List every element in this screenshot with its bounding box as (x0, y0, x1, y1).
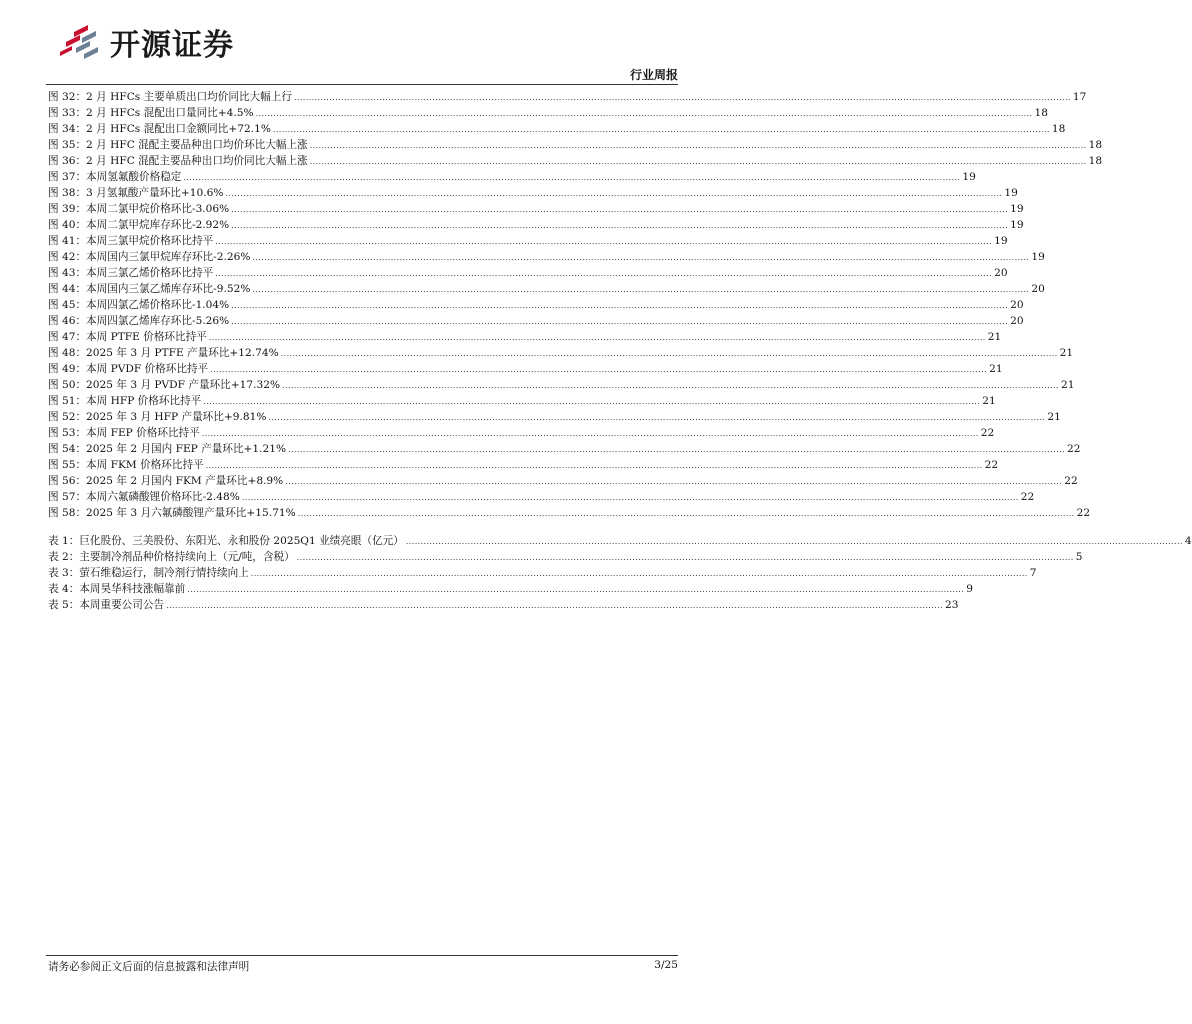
toc-entry-page: 17 (1072, 91, 1087, 103)
toc-entry-page: 22 (1020, 491, 1035, 503)
toc-entry[interactable] (48, 489, 1035, 505)
toc-entry-title: 本周二氯甲烷库存环比-2.92% (86, 219, 230, 231)
toc-entry-number: 图 50： (48, 379, 87, 391)
toc-entry[interactable] (48, 281, 1045, 297)
toc-leader-dots (231, 219, 1008, 231)
toc-entry[interactable] (48, 217, 1024, 233)
toc-entry-number: 图 49： (48, 363, 87, 375)
toc-leader-dots (215, 235, 992, 247)
toc-entry[interactable] (48, 441, 1081, 457)
toc-entry-title: 本周重要公司公告 (79, 599, 165, 611)
toc-entry[interactable] (48, 425, 995, 441)
toc-entry-page: 19 (1004, 187, 1018, 199)
toc-entry-number: 图 40： (48, 219, 87, 231)
toc-entry-title: 2 月 HFC 混配主要品种出口均价环比大幅上涨 (86, 139, 308, 151)
toc-entry[interactable] (48, 169, 976, 185)
toc-entry-page: 22 (984, 459, 999, 471)
toc-entry-page: 19 (1031, 251, 1045, 263)
toc-entry-number: 图 53： (48, 427, 87, 439)
toc-entry-page: 19 (1010, 203, 1024, 215)
toc-entry-title: 本周六氟磷酸锂价格环比-2.48% (86, 491, 240, 503)
toc-entry[interactable] (48, 297, 1024, 313)
toc-leader-dots (252, 251, 1029, 263)
toc-entry-page: 23 (945, 599, 959, 611)
toc-entry[interactable] (48, 265, 1008, 281)
toc-entry-number: 表 4： (48, 583, 80, 595)
toc-entry[interactable] (48, 533, 1192, 549)
toc-leader-dots (183, 171, 960, 183)
toc-entry-title: 本周 HFP 价格环比持平 (86, 395, 202, 407)
toc-leader-dots (281, 347, 1058, 359)
toc-entry-number: 表 2： (48, 551, 80, 563)
toc-entry[interactable] (48, 345, 1074, 361)
toc-entry-number: 图 32： (48, 91, 87, 103)
toc-entry-page: 21 (1061, 379, 1075, 391)
toc-entry-page: 20 (994, 267, 1008, 279)
toc-leader-dots (202, 427, 979, 439)
toc-entry-number: 图 54： (48, 443, 87, 455)
toc-entry[interactable] (48, 201, 1024, 217)
toc-entry-title: 2 月 HFCs 混配出口量同比+4.5% (86, 107, 254, 119)
toc-entry-number: 图 41： (48, 235, 87, 247)
toc-leader-dots (209, 331, 986, 343)
toc-entry-title: 本周 PTFE 价格环比持平 (86, 331, 207, 343)
toc-entry-title: 本周三氯甲烷价格环比持平 (86, 235, 214, 247)
toc-leader-dots (294, 91, 1071, 103)
toc-leader-dots (288, 443, 1065, 455)
toc-entry[interactable] (48, 89, 1087, 105)
brand-name: 开源证券 (110, 28, 234, 63)
toc-entry-number: 图 44： (48, 283, 87, 295)
toc-entry-number: 表 3： (48, 567, 80, 579)
header-divider (46, 84, 678, 85)
toc-leader-dots (297, 551, 1074, 563)
toc-leader-dots (256, 107, 1033, 119)
toc-entry-title: 2 月 HFCs 混配出口金额同比+72.1% (86, 123, 271, 135)
toc-entry[interactable] (48, 377, 1075, 393)
toc-leader-dots (273, 123, 1050, 135)
toc-entry-number: 图 51： (48, 395, 87, 407)
toc-entry-title: 本周四氯乙烯库存环比-5.26% (86, 315, 230, 327)
toc-entry-title: 3 月氢氟酸产量环比+10.6% (86, 187, 224, 199)
toc-leader-dots (231, 203, 1008, 215)
toc-entry[interactable] (48, 393, 996, 409)
toc-entry-page: 18 (1051, 123, 1066, 135)
toc-entry[interactable] (48, 105, 1048, 121)
toc-entry[interactable] (48, 473, 1078, 489)
toc-entry-page: 20 (1010, 315, 1024, 327)
footer-divider (46, 955, 678, 956)
toc-entry-page: 7 (1029, 567, 1037, 579)
toc-entry[interactable] (48, 565, 1037, 581)
toc-entry[interactable] (48, 597, 959, 613)
toc-entry[interactable] (48, 505, 1091, 521)
toc-entry[interactable] (48, 457, 999, 473)
toc-entry-number: 图 39： (48, 203, 87, 215)
toc-entry-number: 图 34： (48, 123, 87, 135)
toc-entry-page: 21 (1047, 411, 1061, 423)
report-type: 行业周报 (629, 68, 678, 82)
toc-entry-page: 4 (1184, 535, 1192, 547)
toc-entry-title: 本周 FEP 价格环比持平 (86, 427, 200, 439)
toc-entry[interactable] (48, 581, 973, 597)
toc-leader-dots (231, 315, 1008, 327)
toc-leader-dots (206, 459, 983, 471)
toc-entry-page: 5 (1075, 551, 1083, 563)
toc-leader-dots (310, 155, 1087, 167)
toc-entry-title: 本周三氯乙烯价格环比持平 (86, 267, 214, 279)
toc-entry[interactable] (48, 409, 1061, 425)
toc-entry[interactable] (48, 233, 1008, 249)
toc-leader-dots (252, 283, 1029, 295)
toc-entry-title: 本周二氯甲烷价格环比-3.06% (86, 203, 230, 215)
toc-leader-dots (225, 187, 1002, 199)
toc-entry-page: 21 (989, 363, 1003, 375)
toc-entry-page: 19 (962, 171, 976, 183)
toc-leader-dots (166, 599, 943, 611)
toc-leader-dots (231, 299, 1008, 311)
toc-entry-number: 图 48： (48, 347, 87, 359)
toc-entry-number: 表 1： (48, 535, 80, 547)
toc-entry-title: 主要制冷剂品种价格持续向上（元/吨，含税） (79, 551, 295, 563)
toc-entry[interactable] (48, 249, 1045, 265)
toc-entry[interactable] (48, 313, 1024, 329)
toc-entry-title: 2025 年 3 月 HFP 产量环比+9.81% (86, 411, 267, 423)
toc-entry-page: 18 (1088, 155, 1103, 167)
toc-entry-page: 21 (987, 331, 1002, 343)
toc-entry-number: 图 57： (48, 491, 87, 503)
toc-entry-title: 2 月 HFC 混配主要品种出口均价同比大幅上涨 (86, 155, 308, 167)
toc-entry-number: 图 52： (48, 411, 87, 423)
toc-entry-page: 22 (1064, 475, 1078, 487)
toc-entry-title: 本周四氯乙烯价格环比-1.04% (86, 299, 230, 311)
toc-entry-title: 2025 年 2 月国内 FKM 产量环比+8.9% (86, 475, 284, 487)
figure-list (48, 89, 1103, 521)
toc-leader-dots (210, 363, 987, 375)
toc-entry[interactable] (48, 137, 1103, 153)
toc-entry-number: 图 45： (48, 299, 87, 311)
toc-entry-title: 本周国内三氯乙烯库存环比-9.52% (86, 283, 251, 295)
toc-entry-number: 图 43： (48, 267, 87, 279)
toc-entry-page: 22 (1067, 443, 1081, 455)
toc-entry-number: 图 37： (48, 171, 87, 183)
company-logo (56, 20, 234, 64)
toc-entry-page: 22 (980, 427, 995, 439)
toc-leader-dots (242, 491, 1019, 503)
toc-entry-number: 表 5： (48, 599, 80, 611)
toc-entry-title: 本周 FKM 价格环比持平 (86, 459, 204, 471)
footer-disclaimer: 请务必参阅正文后面的信息披露和法律声明 (48, 961, 250, 973)
toc-leader-dots (203, 395, 980, 407)
toc-entry-page: 22 (1076, 507, 1091, 519)
toc-leader-dots (406, 535, 1183, 547)
toc-entry[interactable] (48, 121, 1066, 137)
toc-entry-page: 18 (1088, 139, 1103, 151)
toc-entry-page: 20 (1010, 299, 1024, 311)
toc-leader-dots (282, 379, 1059, 391)
toc-entry-title: 本周 PVDF 价格环比持平 (86, 363, 209, 375)
toc-entry-page: 19 (1010, 219, 1024, 231)
toc-entry-number: 图 47： (48, 331, 87, 343)
toc-entry-title: 2025 年 2 月国内 FEP 产量环比+1.21% (86, 443, 287, 455)
toc-entry-number: 图 35： (48, 139, 87, 151)
toc-entry-title: 巨化股份、三美股份、东阳光、永和股份 2025Q1 业绩亮眼（亿元） (79, 535, 404, 547)
toc-leader-dots (251, 567, 1028, 579)
toc-entry-page: 20 (1031, 283, 1045, 295)
toc-entry-page: 19 (994, 235, 1008, 247)
toc-entry-page: 21 (982, 395, 996, 407)
toc-entry[interactable] (48, 329, 1002, 345)
toc-entry-number: 图 42： (48, 251, 87, 263)
toc-entry-title: 2 月 HFCs 主要单质出口均价同比大幅上行 (86, 91, 292, 103)
toc-entry-title: 2025 年 3 月 PVDF 产量环比+17.32% (86, 379, 281, 391)
toc-leader-dots (187, 583, 964, 595)
page-number: 3/25 (654, 959, 678, 971)
toc-entry-title: 本周氢氟酸价格稳定 (86, 171, 182, 183)
table-list (48, 533, 1192, 613)
toc-leader-dots (298, 507, 1075, 519)
toc-leader-dots (215, 267, 992, 279)
toc-entry-number: 图 36： (48, 155, 87, 167)
toc-entry-title: 本周国内三氯甲烷库存环比-2.26% (86, 251, 251, 263)
toc-leader-dots (268, 411, 1045, 423)
toc-entry-page: 18 (1034, 107, 1048, 119)
toc-entry[interactable] (48, 185, 1018, 201)
toc-leader-dots (285, 475, 1062, 487)
toc-entry-number: 图 38： (48, 187, 87, 199)
toc-entry-page: 9 (966, 583, 973, 595)
toc-entry-title: 2025 年 3 月 PTFE 产量环比+12.74% (86, 347, 279, 359)
toc-entry[interactable] (48, 549, 1083, 565)
toc-entry[interactable] (48, 361, 1003, 377)
toc-entry-title: 萤石维稳运行，制冷剂行情持续向上 (79, 567, 249, 579)
toc-entry-number: 图 56： (48, 475, 87, 487)
toc-entry-page: 21 (1059, 347, 1074, 359)
logo-mark-icon (56, 22, 104, 62)
toc-entry-title: 2025 年 3 月六氟磷酸锂产量环比+15.71% (86, 507, 296, 519)
toc-entry-number: 图 33： (48, 107, 87, 119)
toc-entry-number: 图 58： (48, 507, 87, 519)
toc-entry-number: 图 55： (48, 459, 87, 471)
toc-entry-title: 本周昊华科技涨幅靠前 (79, 583, 186, 595)
toc-leader-dots (310, 139, 1087, 151)
toc-entry[interactable] (48, 153, 1103, 169)
toc-entry-number: 图 46： (48, 315, 87, 327)
